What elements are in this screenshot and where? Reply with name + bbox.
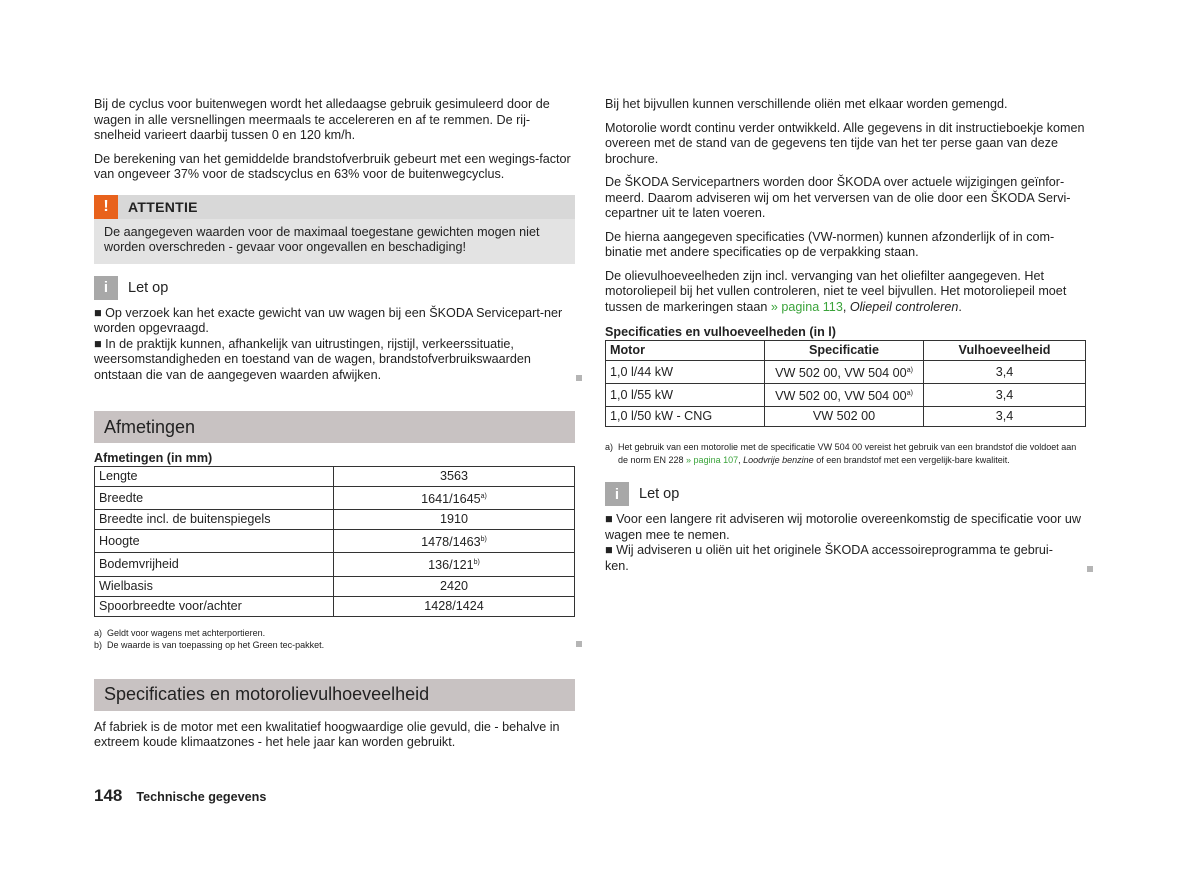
link-title: Oliepeil controleren: [849, 299, 959, 314]
dimension-label: Spoorbreedte voor/achter: [95, 596, 334, 616]
left-column: [94, 97, 575, 759]
footnote-a: [605, 441, 1086, 466]
paragraph-servicepartners: De ŠKODA Servicepartners worden door ŠKODA over actuele wijzigingen geïnfor-meerd. Daarom adviseren wij om het verversen van de olie door een ŠKODA Servi-cepartner uit te laten voeren.: [605, 175, 1071, 220]
dimension-value: 1428/1424: [424, 598, 484, 613]
header-motor: Motor: [606, 341, 765, 361]
table-row: [95, 576, 575, 596]
dimension-value-cell: [334, 530, 575, 553]
footnote-ref: b): [473, 559, 480, 567]
spec-value: VW 502 00, VW 504 00: [775, 389, 907, 404]
page-link[interactable]: » pagina 113: [770, 299, 843, 314]
dimension-value-cell: [334, 487, 575, 510]
footnote-ref: a): [906, 367, 913, 374]
end-marker-icon: [576, 641, 582, 647]
warning-header: [94, 195, 575, 219]
table-row: [606, 384, 1086, 407]
spec-cell: [765, 384, 924, 407]
quantity-cell: 3,4: [924, 407, 1086, 427]
dimension-value-cell: [334, 576, 575, 596]
dimension-label: Hoogte: [95, 530, 334, 553]
text: Het gebruik van een motorolie met de specificatie VW 504 00 vereist het gebruik van een brandstof die voldoet aan de norm EN 228: [618, 442, 1077, 465]
note-header: [94, 276, 575, 300]
note-bullet-1: ■ Voor een langere rit adviseren wij motorolie overeenkomstig de specificatie voor uw wagen mee te nemen.: [605, 512, 1081, 542]
footnote-ref: b): [480, 536, 487, 544]
page-footer: [94, 786, 266, 806]
table-row: [95, 510, 575, 530]
dimension-label: Bodemvrijheid: [95, 553, 334, 576]
text: De olievulhoeveelheden zijn incl. vervanging van het oliefilter aangegeven. Het motoroliepeil bij het vullen controleren, niet te veel bijvullen. Het motoroliepeil moet tussen de markeringen staan: [605, 268, 1067, 314]
footnote-mark: b): [94, 639, 103, 650]
footnote-mark: a): [94, 627, 103, 638]
spec-cell: [765, 361, 924, 384]
page-number: 148: [94, 786, 123, 805]
text: ,: [842, 299, 850, 314]
info-icon: i: [94, 276, 118, 300]
dimension-label: Breedte incl. de buitenspiegels: [95, 510, 334, 530]
paragraph-mixing: Bij het bijvullen kunnen verschillende oliën met elkaar worden gemengd.: [605, 97, 1008, 111]
table-row: [95, 467, 575, 487]
note-bullet-2: ■ Wij adviseren u oliën uit het originele ŠKODA accessoireprogramma te gebrui-ken.: [605, 543, 1053, 573]
dimension-value-cell: [334, 596, 575, 616]
link-title: Loodvrije benzine: [743, 454, 814, 465]
quantity-cell: 3,4: [924, 384, 1086, 407]
footnote-ref: a): [906, 390, 913, 398]
paragraph-development: Motorolie wordt continu verder ontwikkeld. Alle gegevens in dit instructieboekje komen overeen met de stand van de gegevens ten tijde van het ter perse gaan van deze brochure.: [605, 120, 1085, 166]
footer-section-title: Technische gegevens: [136, 790, 267, 804]
warning-icon: !: [94, 195, 118, 219]
oil-spec-table: [605, 340, 1086, 427]
motor-cell: 1,0 l/44 kW: [606, 361, 765, 384]
table-row: [606, 407, 1086, 427]
motor-cell: 1,0 l/50 kW - CNG: [606, 407, 765, 427]
dimension-value: 136/121: [428, 558, 474, 573]
table-row: [95, 553, 575, 576]
oil-table-caption: Specificaties en vulhoeveelheden (in l): [605, 325, 836, 339]
dimension-value: 1910: [439, 512, 469, 527]
section-heading-dimensions: Afmetingen: [94, 411, 575, 443]
end-marker-icon: [576, 375, 582, 381]
text: ,: [738, 454, 744, 465]
dimension-value: 1478/1463: [421, 535, 481, 550]
right-column: [605, 97, 1086, 574]
spec-cell: [765, 407, 924, 427]
note-bullet-2: ■ In de praktijk kunnen, afhankelijk van uitrustingen, rijstijl, verkeerssituatie, weersomstandigheden en toestand van de wagen, brandstofverbruikswaarden ontstaan die van de aangegeven waarden afwijken.: [94, 336, 531, 382]
dimension-value-cell: [334, 510, 575, 530]
spec-value: VW 502 00, VW 504 00: [775, 366, 907, 381]
paragraph-cycle: Bij de cyclus voor buitenwegen wordt het alledaagse gebruik gesimuleerd door de wagen in alle versnellingen meermaals te accelereren en af te remmen. De rij-snelheid varieert daarbij tussen 0 en 120 km/h.: [94, 97, 550, 142]
warning-box: [94, 195, 575, 264]
table-row: [95, 596, 575, 616]
note-title: Let op: [639, 486, 680, 503]
footnote-ref: a): [480, 493, 487, 500]
footnote-text: Geldt voor wagens met achterportieren.: [107, 627, 266, 638]
paragraph-fill-quantities: [605, 269, 1086, 316]
table-row: [95, 487, 575, 510]
header-spec: Specificatie: [765, 341, 924, 361]
table-row: [95, 530, 575, 553]
dimensions-table-caption: Afmetingen (in mm): [94, 451, 213, 465]
warning-text: De aangegeven waarden voor de maximaal toegestane gewichten mogen niet worden overschreden - gevaar voor ongevallen en beschadiging!: [104, 224, 540, 254]
motor-cell: 1,0 l/55 kW: [606, 384, 765, 407]
dimension-label: Lengte: [95, 467, 334, 487]
dimension-value: 2420: [439, 578, 469, 593]
dimensions-table: [94, 466, 575, 617]
dimension-value: 3563: [439, 469, 469, 483]
footnote-a: [94, 627, 575, 639]
paragraph-factory-oil: Af fabriek is de motor met een kwalitatief hoogwaardige olie gevuld, die - behalve in extreem koude klimaatzones - het hele jaar kan worden gebruikt.: [94, 719, 560, 750]
page-link[interactable]: » pagina 107: [686, 454, 739, 465]
footnote-body: [618, 441, 1086, 466]
table-row: [606, 361, 1086, 384]
paragraph-calculation: De berekening van het gemiddelde brandstofverbruik gebeurt met een wegings-factor van ongeveer 37% voor de stadscyclus en 63% voor de buitenwegcyclus.: [94, 151, 571, 181]
dimension-label: Wielbasis: [95, 576, 334, 596]
dimension-label: Breedte: [95, 487, 334, 510]
text: of een brandstof met een vergelijk-bare kwaliteit.: [813, 454, 1010, 465]
footnote-text: De waarde is van toepassing op het Green tec-pakket.: [107, 639, 325, 650]
dimension-value: 1641/1645: [421, 492, 481, 507]
info-icon: i: [605, 482, 629, 506]
quantity-cell: 3,4: [924, 361, 1086, 384]
text: .: [958, 299, 962, 314]
footnote-mark: a): [605, 442, 614, 453]
dimension-value-cell: [334, 467, 575, 487]
header-quantity: Vulhoeveelheid: [924, 341, 1086, 361]
note-title: Let op: [128, 279, 169, 296]
note-header: [605, 482, 1086, 506]
spec-value: VW 502 00: [812, 409, 876, 424]
paragraph-specifications: De hierna aangegeven specificaties (VW-normen) kunnen afzonderlijk of in com-binatie met andere specificaties op de verpakking staan.: [605, 229, 1055, 259]
section-heading-oil: Specificaties en motorolievulhoeveelheid: [94, 679, 575, 711]
note-bullet-1: ■ Op verzoek kan het exacte gewicht van uw wagen bij een ŠKODA Servicepart-ner worden opgevraagd.: [94, 305, 563, 335]
footnote-b: [94, 639, 575, 651]
end-marker-icon: [1087, 566, 1093, 572]
dimension-value-cell: [334, 553, 575, 576]
warning-title: ATTENTIE: [128, 198, 198, 215]
